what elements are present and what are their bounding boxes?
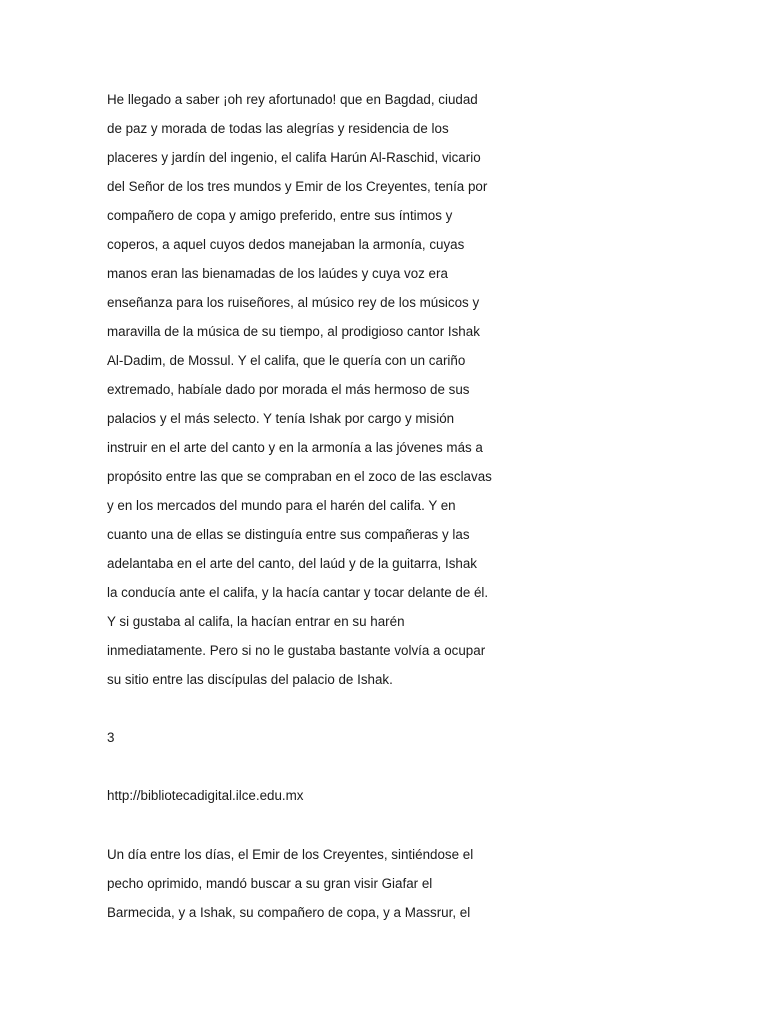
paragraph-line: compañero de copa y amigo preferido, entre sus íntimos y [107,208,453,223]
paragraph-line: la conducía ante el califa, y la hacía cantar y tocar delante de él. [107,585,489,600]
paragraph-line: He llegado a saber ¡oh rey afortunado! que en Bagdad, ciudad [107,92,478,107]
paragraph-line: palacios y el más selecto. Y tenía Ishak por cargo y misión [107,411,455,426]
paragraph-line: su sitio entre las discípulas del palacio de Ishak. [107,672,393,687]
paragraph-line: del Señor de los tres mundos y Emir de los Creyentes, tenía por [107,179,488,194]
paragraph-line: de paz y morada de todas las alegrías y residencia de los [107,121,449,136]
paragraph-line: Barmecida, y a Ishak, su compañero de copa, y a Massrur, el [107,905,471,920]
paragraph-line: adelantaba en el arte del canto, del laúd y de la guitarra, Ishak [107,556,477,571]
paragraph-line: pecho oprimido, mandó buscar a su gran visir Giafar el [107,876,433,891]
paragraph-line: cuanto una de ellas se distinguía entre sus compañeras y las [107,527,470,542]
paragraph-line: manos eran las bienamadas de los laúdes y cuya voz era [107,266,448,281]
paragraph-line: placeres y jardín del ingenio, el califa Harún Al-Raschid, vicario [107,150,481,165]
paragraph-line: y en los mercados del mundo para el harén del califa. Y en [107,498,456,513]
paragraph-line: Al-Dadim, de Mossul. Y el califa, que le quería con un cariño [107,353,466,368]
paragraph-line: coperos, a aquel cuyos dedos manejaban la armonía, cuyas [107,237,465,252]
paragraph-line: extremado, habíale dado por morada el más hermoso de sus [107,382,470,397]
paragraph-line: enseñanza para los ruiseñores, al músico rey de los músicos y [107,295,480,310]
paragraph-line: Un día entre los días, el Emir de los Creyentes, sintiéndose el [107,847,474,862]
paragraph-line: Y si gustaba al califa, la hacían entrar en su harén [107,614,405,629]
paragraph-line: maravilla de la música de su tiempo, al prodigioso cantor Ishak [107,324,480,339]
source-url: http://bibliotecadigital.ilce.edu.mx [107,788,304,803]
page-number: 3 [107,730,115,745]
paragraph-line: inmediatamente. Pero si no le gustaba bastante volvía a ocupar [107,643,486,658]
paragraph-line: propósito entre las que se compraban en el zoco de las esclavas [107,469,492,484]
paragraph-line: instruir en el arte del canto y en la armonía a las jóvenes más a [107,440,483,455]
